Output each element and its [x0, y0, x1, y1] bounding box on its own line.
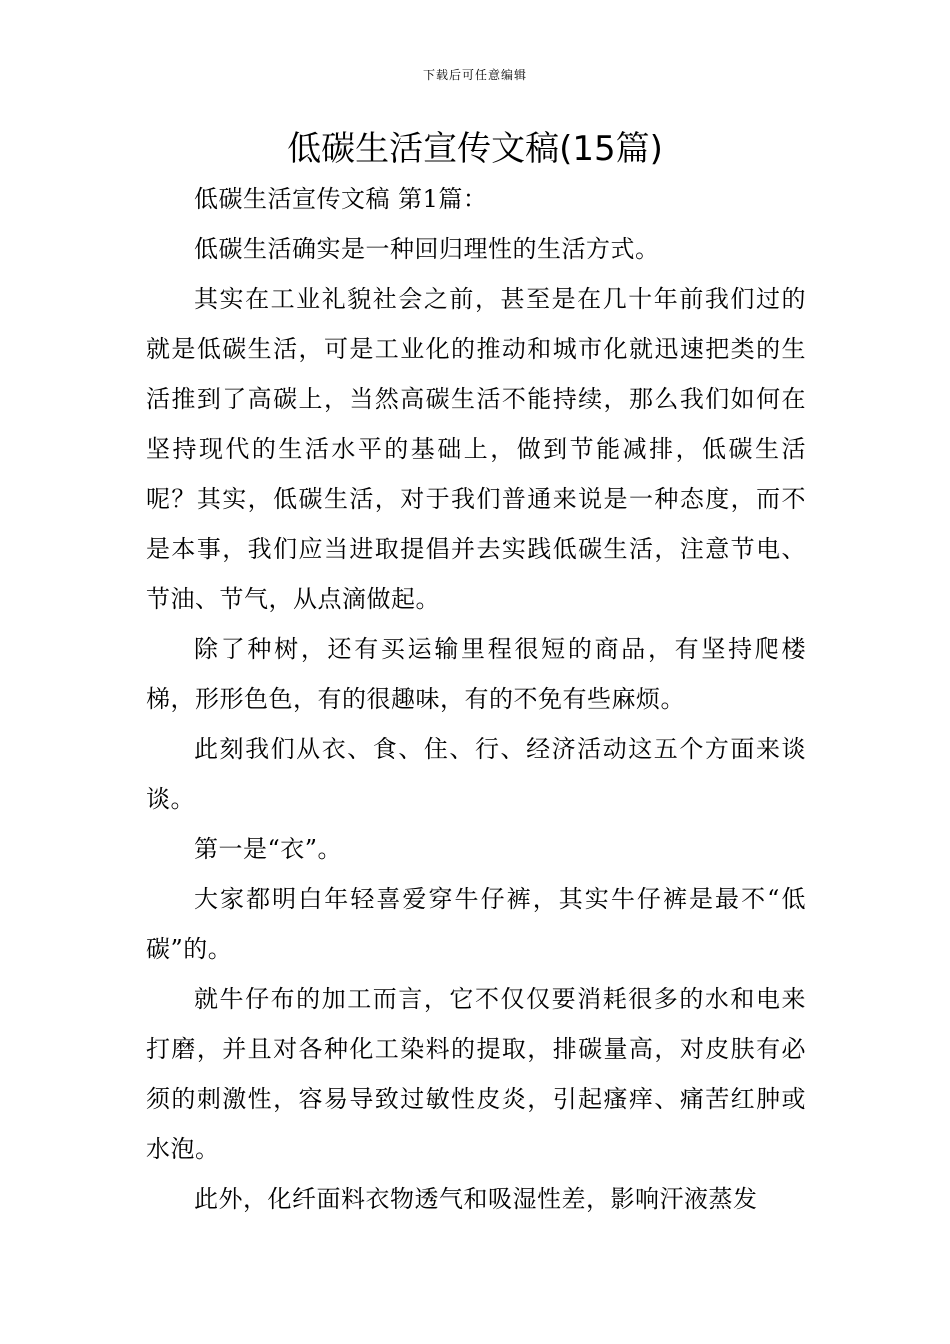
document-body [146, 174, 806, 1224]
paragraph: 其实在工业礼貌社会之前，甚至是在几十年前我们过的就是低碳生活，可是工业化的推动和城市化就迅速把类的生活推到了高碳上，当然高碳生活不能持续，那么我们如何在坚持现代的生活水平的基础上，做到节能减排，低碳生活呢？其实，低碳生活，对于我们普通来说是一种态度，而不是本事，我们应当进取提倡并去实践低碳生活，注意节电、节油、节气，从点滴做起。 [146, 285, 806, 613]
paragraph: 大家都明白年轻喜爱穿牛仔裤，其实牛仔裤是最不“低碳”的。 [146, 885, 806, 963]
header-note: 下载后可任意编辑 [422, 68, 527, 82]
document-title: 低碳生活宣传文稿(15篇) [287, 129, 663, 169]
paragraph: 低碳生活宣传文稿 第1篇： [194, 185, 488, 213]
paragraph: 此刻我们从衣、食、住、行、经济活动这五个方面来谈谈。 [146, 735, 806, 813]
paragraph: 此外，化纤面料衣物透气和吸湿性差，影响汗液蒸发 [194, 1185, 758, 1213]
paragraph: 第一是“衣”。 [194, 835, 343, 863]
paragraph: 除了种树，还有买运输里程很短的商品，有坚持爬楼梯，形形色色，有的很趣味，有的不免有些麻烦。 [146, 635, 806, 713]
paragraph: 就牛仔布的加工而言，它不仅仅要消耗很多的水和电来打磨，并且对各种化工染料的提取，排碳量高，对皮肤有必须的刺激性，容易导致过敏性皮炎，引起瘙痒、痛苦红肿或水泡。 [146, 985, 806, 1163]
paragraph: 低碳生活确实是一种回归理性的生活方式。 [194, 235, 660, 263]
